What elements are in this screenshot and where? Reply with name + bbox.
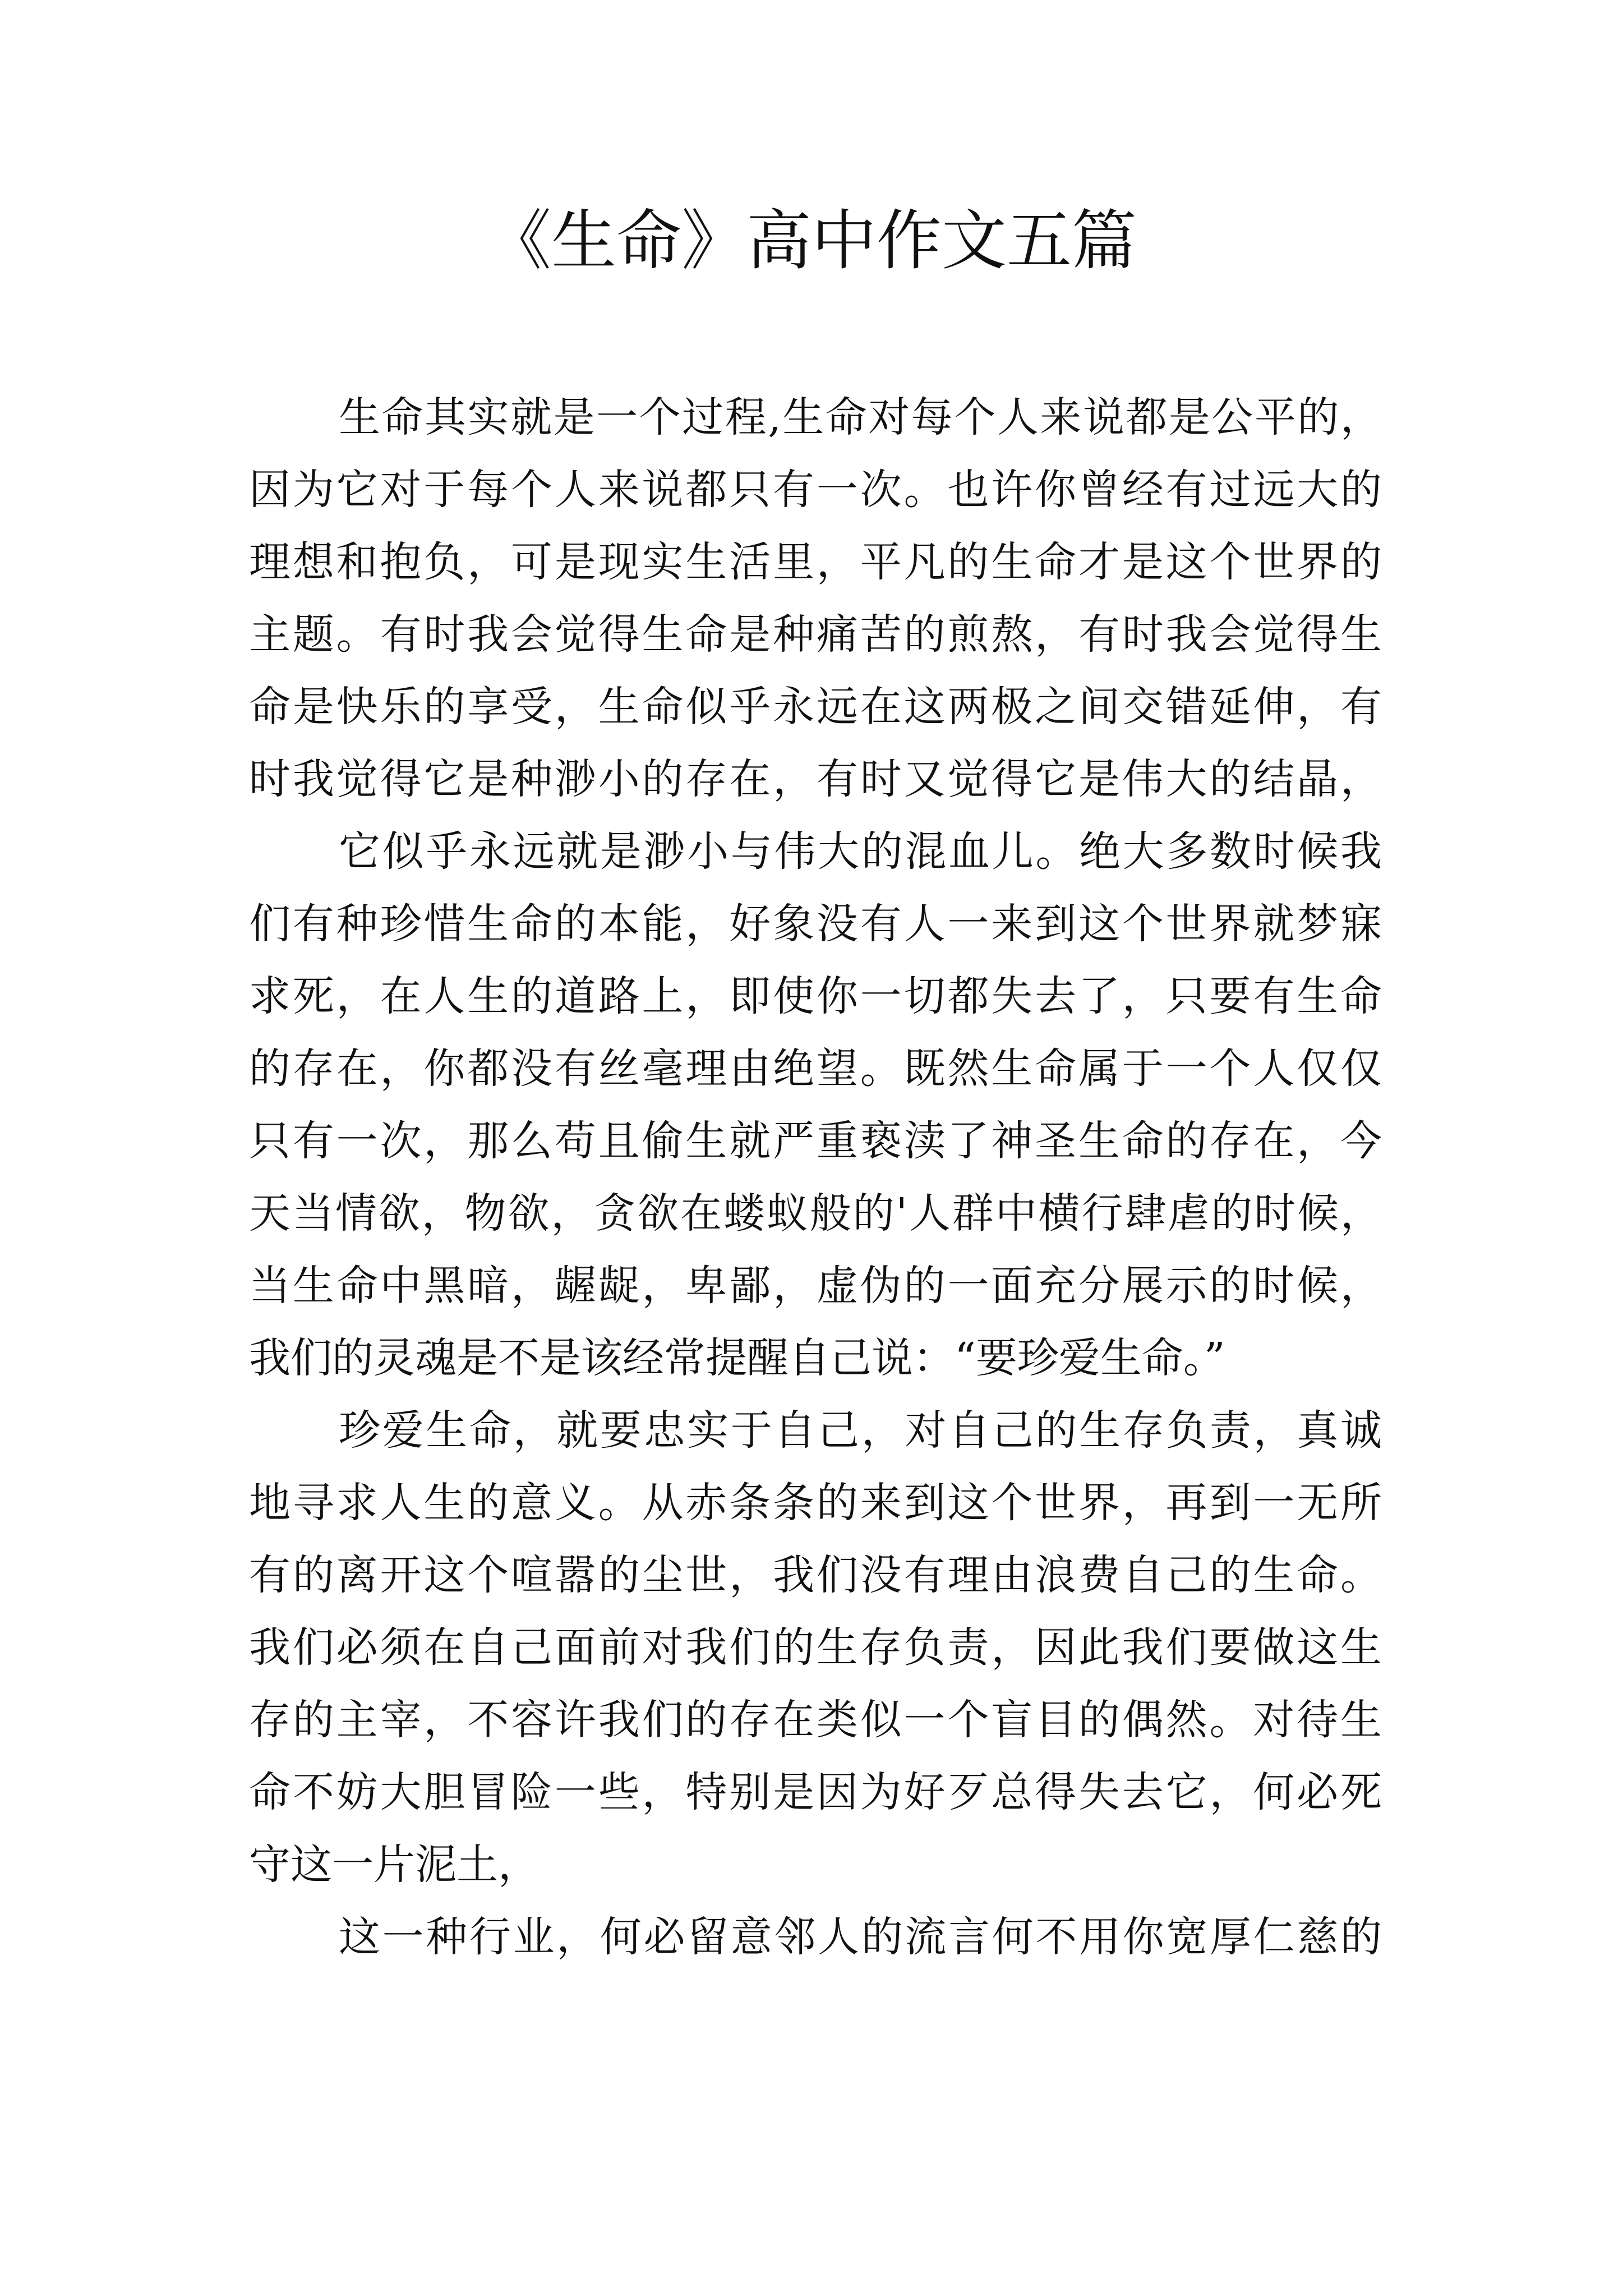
body-line: 我们必须在自己面前对我们的生存负责，因此我们要做这生 bbox=[249, 1623, 1382, 1672]
body-line: 命不妨大胆冒险一些，特别是因为好歹总得失去它，何必死 bbox=[249, 1768, 1382, 1816]
body-line: 当生命中黑暗，龌龊，卑鄙，虚伪的一面充分展示的时候， bbox=[249, 1262, 1382, 1310]
body-line: 我们的灵魂是不是该经常提醒自己说：“要珍爱生命。” bbox=[249, 1334, 1225, 1382]
body-line: 们有种珍惜生命的本能，好象没有人一来到这个世界就梦寐 bbox=[249, 900, 1382, 948]
body-line: 守这一片泥土， bbox=[249, 1841, 540, 1889]
body-line: 时我觉得它是种渺小的存在，有时又觉得它是伟大的结晶， bbox=[249, 755, 1382, 803]
body-line: 理想和抱负，可是现实生活里，平凡的生命才是这个世界的 bbox=[249, 538, 1382, 586]
body-line: 生命其实就是一个过程,生命对每个人来说都是公平的， bbox=[339, 393, 1382, 441]
body-line: 因为它对于每个人来说都只有一次。也许你曾经有过远大的 bbox=[249, 466, 1382, 514]
body-line: 求死，在人生的道路上，即使你一切都失去了，只要有生命 bbox=[249, 972, 1382, 1020]
body-line: 只有一次，那么苟且偷生就严重亵渎了神圣生命的存在，今 bbox=[249, 1117, 1382, 1165]
body-line: 地寻求人生的意义。从赤条条的来到这个世界，再到一无所 bbox=[249, 1479, 1382, 1527]
body-line: 它似乎永远就是渺小与伟大的混血儿。绝大多数时候我 bbox=[339, 827, 1382, 876]
body-line: 主题。有时我会觉得生命是种痛苦的煎熬，有时我会觉得生 bbox=[249, 610, 1382, 659]
document-title: 《生命》高中作文五篇 bbox=[486, 203, 1137, 279]
body-line: 有的离开这个喧嚣的尘世，我们没有理由浪费自己的生命。 bbox=[249, 1551, 1382, 1599]
body-line: 命是快乐的享受，生命似乎永远在这两极之间交错延伸，有 bbox=[249, 683, 1382, 731]
document-body bbox=[249, 381, 1382, 1973]
body-line: 这一种行业，何必留意邻人的流言何不用你宽厚仁慈的 bbox=[339, 1913, 1382, 1961]
body-line: 珍爱生命，就要忠实于自己，对自己的生存负责，真诚 bbox=[339, 1406, 1382, 1455]
body-line: 天当情欲，物欲，贪欲在蝼蚁般的'人群中横行肆虐的时候， bbox=[249, 1189, 1382, 1237]
body-line: 存的主宰，不容许我们的存在类似一个盲目的偶然。对待生 bbox=[249, 1696, 1382, 1744]
body-line: 的存在，你都没有丝毫理由绝望。既然生命属于一个人仅仅 bbox=[249, 1045, 1382, 1093]
